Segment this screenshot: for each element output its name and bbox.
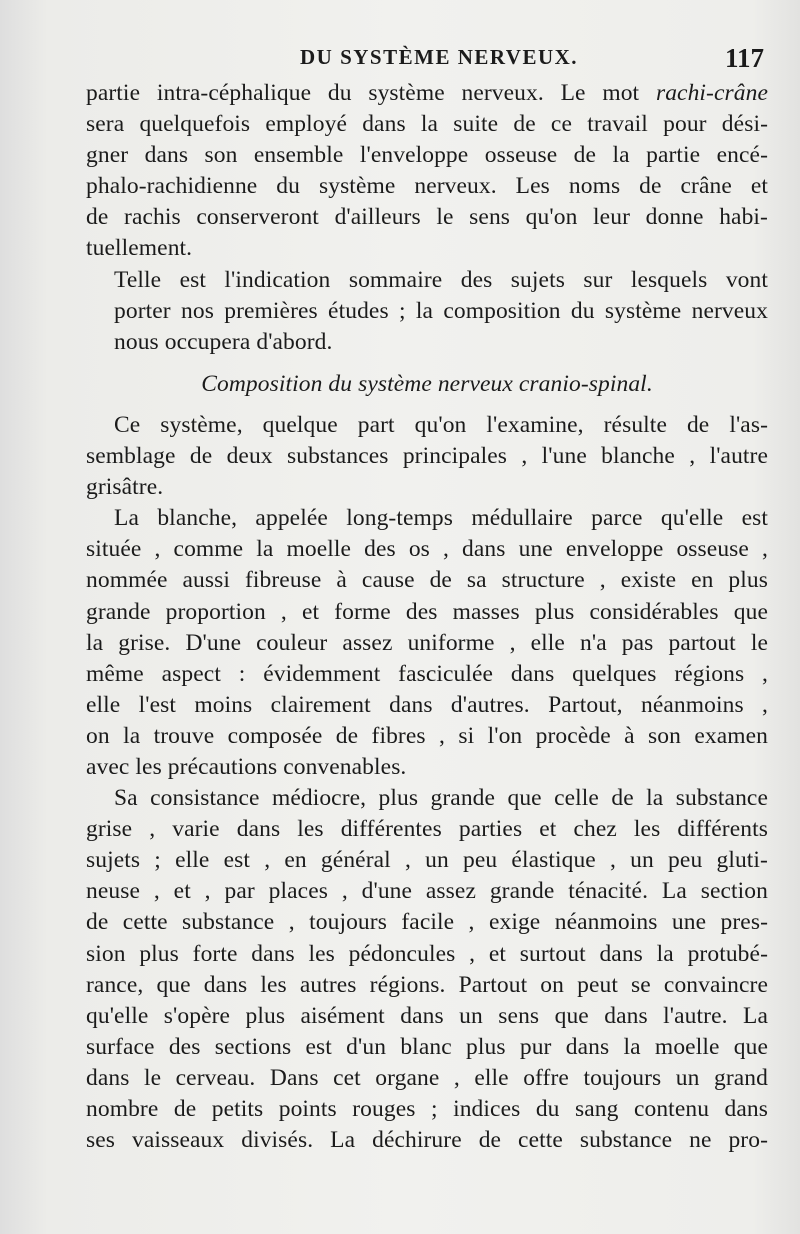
text-line: qu'elle s'opère plus aisément dans un sens que dans l'autre. La [86, 1002, 768, 1029]
emphasized-term: rachi-crâne [655, 80, 768, 106]
paragraph-2 [86, 265, 768, 358]
text-line: Ce système, quelque part qu'on l'examine, résulte de l'as- [114, 411, 768, 438]
text-line: elle l'est moins clairement dans d'autres. Partout, néanmoins , [86, 691, 768, 718]
text-line: phalo-rachidienne du système nerveux. Les noms de crâne et [86, 173, 768, 200]
text-line: semblage de deux substances principales , l'une blanche , l'autre [86, 443, 768, 470]
text-line: on la trouve composée de fibres , si l'on procède à son examen [86, 722, 768, 749]
paragraph-4 [86, 503, 768, 783]
text-line: située , comme la moelle des os , dans une enveloppe osseuse , [86, 536, 768, 563]
section-title: Composition du système nerveux cranio-spinal. [201, 370, 653, 397]
text-line: même aspect : évidemment fasciculée dans quelques régions , [86, 660, 768, 687]
text-line: de cette substance , toujours facile , exige néanmoins une pres- [86, 909, 768, 936]
text-line: la grise. D'une couleur assez uniforme , elle n'a pas partout le [86, 629, 768, 656]
text-line: neuse , et , par places , d'une assez grande ténacité. La section [86, 878, 768, 905]
text-line: tuellement. [86, 235, 193, 262]
text-line: surface des sections est d'un blanc plus pur dans la moelle que [86, 1033, 768, 1060]
body-text [86, 78, 768, 1156]
page-number: 117 [724, 43, 764, 73]
text-line: gner dans son ensemble l'enveloppe osseuse de la partie encé- [86, 142, 768, 169]
text-line: de rachis conserveront d'ailleurs le sens qu'on leur donne habi- [86, 204, 768, 231]
text-line: rance, que dans les autres régions. Partout on peut se convaincre [86, 971, 768, 998]
text-line: porter nos premières études ; la composition du système nerveux [114, 297, 768, 324]
text-line: Sa consistance médiocre, plus grande que celle de la substance [114, 785, 768, 812]
text-line: sera quelquefois employé dans la suite de ce travail pour dési- [86, 111, 768, 138]
paragraph-3 [86, 410, 768, 503]
paragraph-1 [86, 78, 768, 265]
text-line: nombre de petits points rouges ; indices du sang contenu dans [86, 1096, 768, 1122]
text-line: grande proportion , et forme des masses plus considérables que [86, 598, 768, 625]
text-line: avec les précautions convenables. [86, 753, 407, 780]
running-title: DU SYSTÈME NERVEUX. [300, 45, 579, 69]
text-line: ses vaisseaux divisés. La déchirure de cette substance ne pro- [86, 1127, 768, 1154]
page-header [86, 45, 768, 77]
text-line: nous occupera d'abord. [114, 328, 333, 355]
text-line: grise , varie dans les différentes parties et chez les différents [86, 816, 768, 843]
text-line: dans le cerveau. Dans cet organe , elle offre toujours un grand [86, 1064, 768, 1091]
text-line: La blanche, appelée long-temps médullaire parce qu'elle est [114, 505, 768, 532]
paragraph-5 [86, 783, 768, 1156]
text-line: grisâtre. [86, 474, 164, 501]
text-line: Telle est l'indication sommaire des sujets sur lesquels vont [114, 266, 768, 293]
text-line: nommée aussi fibreuse à cause de sa structure , existe en plus [86, 567, 768, 594]
text-line: sujets ; elle est , en général , un peu élastique , un peu gluti- [86, 847, 768, 874]
text-line: partie intra-céphalique du système nerveux. Le mot rachi-crâne [86, 80, 768, 106]
text-line: sion plus forte dans les pédoncules , et surtout dans la protubé- [86, 940, 768, 967]
